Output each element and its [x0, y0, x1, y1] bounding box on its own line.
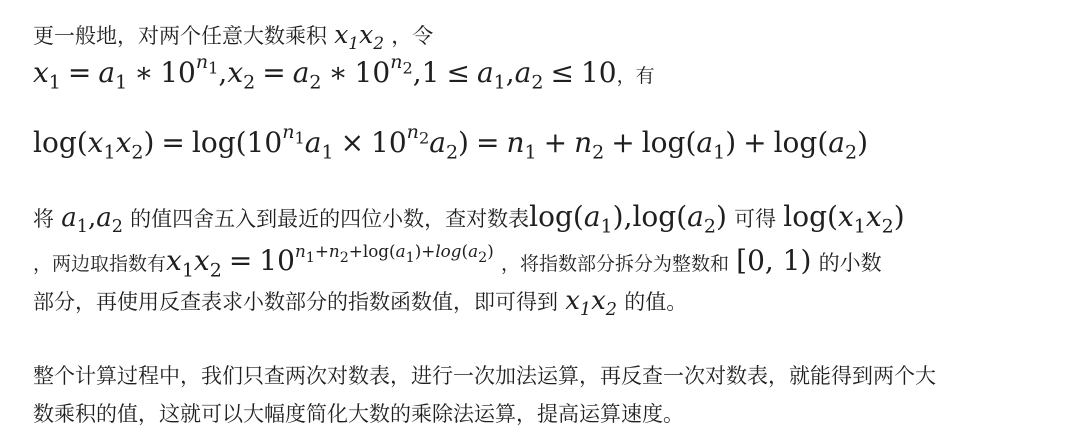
p2-middle-text: 的值四舍五入到最近的四位小数，查对数表 [130, 207, 530, 231]
p2-line2-tail-text: ，将指数部分拆分为整数和 [500, 253, 729, 275]
paragraph3-line2 [33, 398, 684, 428]
paragraph2-line2 [33, 241, 882, 282]
log-table-formula: $\log(a_1),\log(a_2)$ [529, 200, 727, 238]
definition-tail-text: ，有 [616, 65, 655, 87]
intro-line [33, 20, 434, 54]
p2-prefix-text: 将 [33, 207, 54, 231]
log-formula-line [33, 120, 869, 164]
result-product-formula: $x_1x_2$ [565, 286, 618, 321]
p3-line1-text: 整个计算过程中，我们只查两次对数表，进行一次加法运算，再反查一次对数表，就能得到两个大 [33, 364, 936, 388]
intro-lead-text: 更一般地，对两个任意大数乘积 [33, 24, 327, 48]
interval-formula: [0, 1) [736, 244, 812, 277]
paragraph2-line3 [33, 286, 688, 321]
definition-formula: $x_1 = a_1$ ∗ $10^{n_1},x_2 = a_2$ ∗ $10^{n_2},1 \le a_1,a_2 \le 10$ [33, 50, 617, 94]
p2-line3-lead-text: 部分，再使用反查表求小数部分的指数函数值，即可得到 [33, 290, 558, 314]
log-product-formula: $\log(x_1x_2)$ [783, 200, 905, 238]
product-formula: $x_1x_2$ [334, 20, 385, 54]
intro-tail-text: ，令 [391, 24, 434, 48]
paragraph2-line1 [33, 200, 905, 238]
definition-line [33, 50, 655, 94]
p2-line3-end-text: 的值。 [624, 290, 688, 314]
p2-then-text: 可得 [734, 207, 777, 231]
paragraph3-line1 [33, 360, 936, 390]
p2-line2-lead-text: ，两边取指数有 [33, 253, 167, 275]
exponent-formula: $x_1x_2 = 10^{n_1+n_2+log(a_1)+log(a_2)}$ [166, 241, 494, 282]
log-formula: $\log(x_1x_2) = \log(10^{n_1}a_1 \times 10^{n_2}a_2) = n_1 + n_2 + \log(a_1) + \log(a_2)$ [33, 120, 869, 164]
p2-line2-end-text: 的小数 [818, 251, 882, 275]
p3-line2-text: 数乘积的值，这就可以大幅度简化大数的乘除法运算，提高运算速度。 [33, 402, 684, 426]
a1-a2-formula: $a_1,a_2$ [61, 203, 123, 238]
